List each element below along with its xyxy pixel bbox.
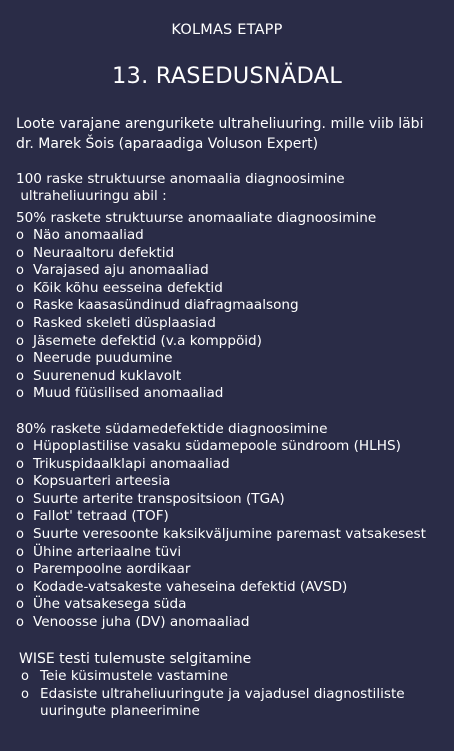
list-item: o Neuraaltoru defektid bbox=[16, 244, 175, 261]
list-item: o Edasiste ultraheliuuringute ja vajadusel diagnostiliste uuringute planeerimine bbox=[21, 685, 405, 719]
list-item: o Neerude puudumine bbox=[16, 350, 173, 367]
bullet-icon: o bbox=[16, 439, 24, 454]
intro-line: Loote varajane arengurikete ultraheliuuring. mille viib läbi bbox=[16, 116, 424, 132]
list-item: o Kopsuarteri arteesia bbox=[16, 473, 171, 490]
bullet-icon: o bbox=[16, 614, 24, 630]
bullet-icon: o bbox=[16, 579, 24, 595]
list-item: o Rasked skeleti düsplaasiad bbox=[16, 314, 216, 331]
wise-heading: WISE testi tulemuste selgitamine bbox=[19, 651, 252, 667]
bullet-icon: o bbox=[16, 544, 24, 560]
wise-list bbox=[19, 668, 444, 720]
list-item: o Teie küsimustele vastamine bbox=[21, 668, 228, 684]
list-item: o Trikuspidaalklapi anomaaliad bbox=[16, 455, 230, 472]
bullet-icon: o bbox=[16, 333, 24, 349]
cardiac-defects-section bbox=[16, 420, 446, 632]
bullet-icon: o bbox=[16, 509, 24, 525]
bullet-icon: o bbox=[16, 491, 24, 507]
screening-heading: ultraheliuuringu abil : bbox=[16, 188, 167, 204]
bullet-icon: o bbox=[16, 526, 24, 542]
structural-list bbox=[16, 227, 446, 403]
bullet-icon: o bbox=[16, 351, 24, 367]
list-item: o Ühe vatsakesega süda bbox=[16, 596, 187, 613]
bullet-icon: o bbox=[16, 474, 24, 490]
intro-line: dr. Marek Šois (aparaadiga Voluson Expert) bbox=[16, 136, 319, 152]
list-item: o Näo anomaaliad bbox=[16, 227, 144, 243]
list-item: o Kodade-vatsakeste vaheseina defektid (AVSD) bbox=[16, 578, 348, 595]
bullet-icon: o bbox=[16, 368, 24, 384]
list-item: o Hüpoplastilise vasaku südamepoole sündroom (HLHS) bbox=[16, 438, 401, 454]
bullet-icon: o bbox=[21, 669, 29, 684]
screening-heading: 100 raske struktuurse anomaalia diagnoosimine bbox=[16, 171, 345, 187]
structural-heading: 50% raskete struktuurse anomaaliate diagnoosimine bbox=[16, 210, 377, 226]
list-item: o Suurte arterite transpositsioon (TGA) bbox=[16, 490, 285, 507]
list-item: o Suurenenud kuklavolt bbox=[16, 367, 182, 384]
list-item: o Ühine arteriaalne tüvi bbox=[16, 543, 182, 560]
structural-anomalies-section bbox=[16, 171, 446, 403]
bullet-icon: o bbox=[16, 298, 24, 314]
list-item: o Suurte veresoonte kaksikväljumine paremast vatsakesest bbox=[16, 525, 426, 542]
bullet-icon: o bbox=[16, 386, 24, 402]
cardiac-heading: 80% raskete südamedefektide diagnoosimine bbox=[16, 421, 328, 437]
list-item: o Jäsemete defektid (v.a komppöid) bbox=[16, 332, 262, 349]
list-item: o Parempoolne aordikaar bbox=[16, 561, 191, 578]
bullet-icon: o bbox=[21, 686, 29, 702]
page-title: 13. RASEDUSNÄDAL bbox=[112, 63, 342, 89]
list-item: o Venoosse juha (DV) anomaaliad bbox=[16, 613, 250, 630]
intro-text bbox=[16, 114, 446, 154]
cardiac-list bbox=[16, 438, 446, 632]
bullet-icon: o bbox=[16, 456, 24, 472]
list-item: o Raske kaasasündinud diafragmaalsong bbox=[16, 297, 299, 314]
bullet-icon: o bbox=[16, 315, 24, 331]
bullet-icon: o bbox=[16, 280, 24, 296]
bullet-icon: o bbox=[16, 245, 24, 261]
bullet-icon: o bbox=[16, 263, 24, 279]
bullet-icon: o bbox=[16, 562, 24, 578]
list-item: o Muud füüsilised anomaaliad bbox=[16, 385, 224, 402]
wise-section bbox=[19, 650, 444, 720]
bullet-icon: o bbox=[16, 597, 24, 613]
list-item: o Varajased aju anomaaliad bbox=[16, 262, 209, 279]
bullet-icon: o bbox=[16, 228, 24, 243]
stage-title: KOLMAS ETAPP bbox=[171, 22, 283, 38]
list-item: o Kõik kõhu eesseina defektid bbox=[16, 279, 223, 296]
list-item: o Fallot' tetraad (TOF) bbox=[16, 508, 169, 525]
